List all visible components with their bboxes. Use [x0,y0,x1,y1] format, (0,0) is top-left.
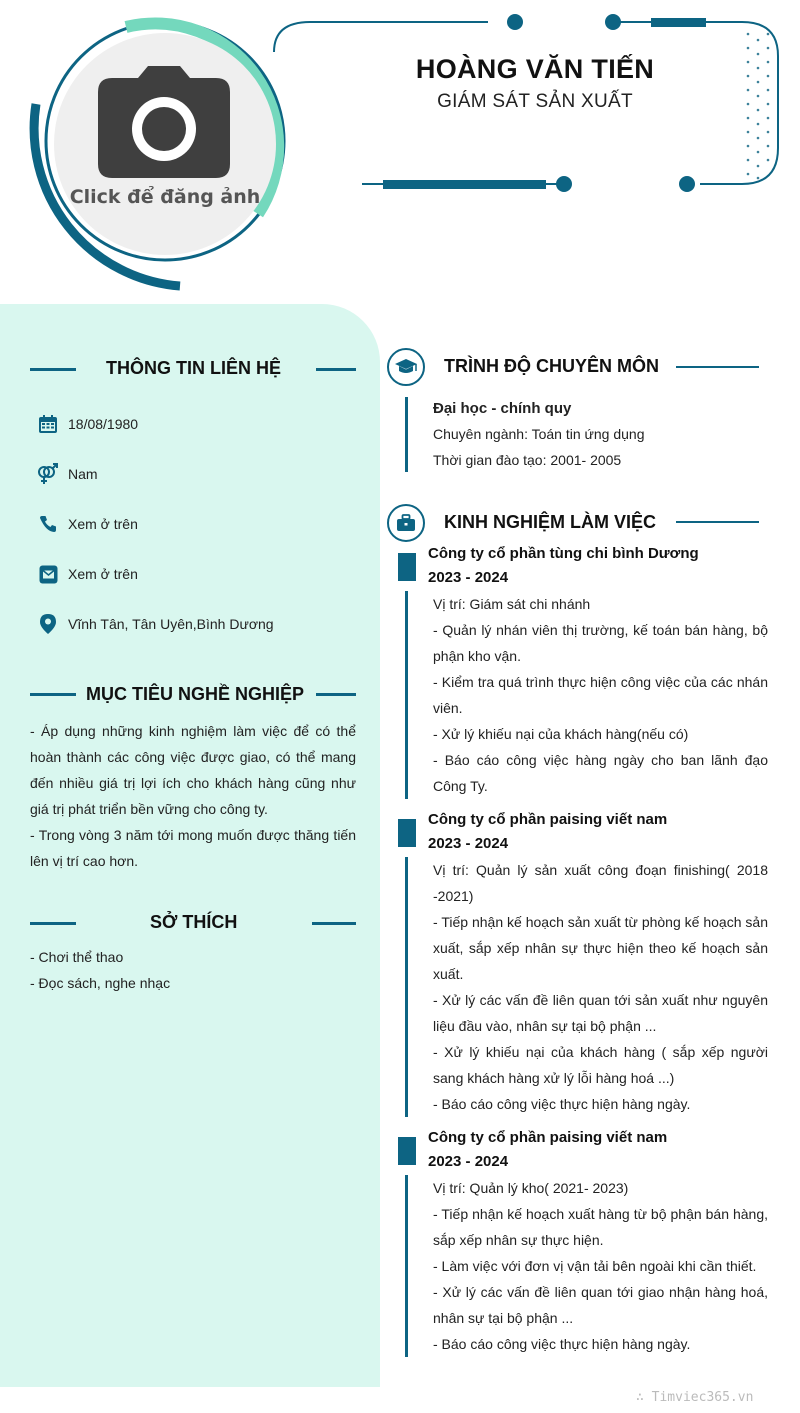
gender-value: Nam [68,466,98,482]
job-line: - Xử lý khiếu nại của khách hàng ( sắp xếp người sang khách hàng xử lý lỗi hàng hoá ...) [433,1044,768,1086]
address-value: Vĩnh Tân, Tân Uyên,Bình Dương [68,616,274,632]
section-rule [30,922,76,925]
email-value: Xem ở trên [68,566,138,582]
email-icon [36,562,60,586]
avatar-upload[interactable] [54,33,276,255]
experience-title: KINH NGHIỆM LÀM VIỆC [444,512,657,532]
objective-line: - Trong vòng 3 năm tới mong muốn được thăng tiến lên vị trí cao hơn. [30,827,356,869]
contact-gender [36,462,98,486]
job-period: 2023 - 2024 [428,835,509,852]
contact-phone [36,512,138,536]
job-line: Vị trí: Quản lý sản xuất công đoạn finishing( 2018 -2021) [433,862,768,904]
job-line: - Xử lý khiếu nại của khách hàng(nếu có) [433,726,689,742]
job-line: - Báo cáo công việc hàng ngày cho ban lãnh đạo Công Ty. [433,752,768,794]
education-period: Thời gian đào tạo: 2001- 2005 [433,452,622,468]
hobby-item: - Chơi thể thao [30,949,124,965]
objective-title: MỤC TIÊU NGHỀ NGHIỆP [86,684,305,704]
contact-title: THÔNG TIN LIÊN HỆ [106,358,281,378]
section-rule [30,368,76,371]
job-title: GIÁM SÁT SẢN XUẤT [437,91,633,112]
calendar-icon [36,412,60,436]
section-rule [676,366,759,368]
section-rule [316,368,356,371]
job-period: 2023 - 2024 [428,1153,509,1170]
phone-icon [36,512,60,536]
education-title: TRÌNH ĐỘ CHUYÊN MÔN [444,356,659,376]
avatar-label: Click để đăng ảnh [69,186,261,208]
job-description [433,857,768,1117]
job-marker [398,553,416,581]
job-timeline-bar [405,591,408,799]
phone-value: Xem ở trên [68,516,138,532]
job-line: - Báo cáo công việc thực hiện hàng ngày. [433,1336,691,1352]
birthday-value: 18/08/1980 [68,416,139,432]
contact-address [36,612,274,636]
job-marker [398,819,416,847]
job-period: 2023 - 2024 [428,569,509,586]
job-timeline-bar [405,857,408,1117]
section-rule [676,521,759,523]
objective-text [30,718,356,874]
watermark: ∴ Timviec365.vn [636,1390,754,1405]
job-line: - Xử lý các vấn đề liên quan tới giao nhận hàng hoá, nhân sự tại bộ phận ... [433,1284,768,1326]
job-timeline-bar [405,1175,408,1357]
objective-line: - Áp dụng những kinh nghiệm làm việc để có thể hoàn thành các công việc được giao, có thể mang đến nhiều giá trị lợi ích cho khách hàng cũng như giá trị phát triển bền vững cho công ty. [30,723,356,817]
education-major: Chuyên ngành: Toán tin ứng dụng [433,426,645,442]
job-line: - Tiếp nhận kế hoạch xuất hàng từ bộ phận bán hàng, sắp xếp nhân sự thực hiện. [433,1206,768,1248]
section-rule [312,922,356,925]
job-line: - Xử lý các vấn đề liên quan tới sản xuất như nguyên liệu đầu vào, nhân sự tại bộ phận ... [433,992,768,1034]
education-badge [387,348,425,386]
section-rule [316,693,356,696]
experience-badge [387,504,425,542]
location-pin-icon [36,612,60,636]
job-company: Công ty cổ phần tùng chi bình Dương [428,545,699,562]
education-timeline-bar [405,397,408,472]
gender-icon [36,462,60,486]
job-line: - Tiếp nhận kế hoạch sản xuất từ phòng kế hoạch sản xuất, sắp xếp nhân sự thực hiện theo kế hoạch sản xuất. [433,914,768,982]
job-line: - Báo cáo công việc thực hiện hàng ngày. [433,1096,691,1112]
contact-email [36,562,138,586]
job-description [433,591,768,799]
job-line: Vị trí: Quản lý kho( 2021- 2023) [433,1180,629,1196]
candidate-name: HOÀNG VĂN TIẾN [415,54,655,84]
camera-icon [98,66,230,178]
graduation-cap-icon [394,357,418,377]
briefcase-icon [396,514,416,532]
job-line: - Kiểm tra quá trình thực hiện công việc của các nhán viên. [433,674,768,716]
education-degree: Đại học - chính quy [433,400,572,417]
job-line: - Quản lý nhán viên thị trường, kế toán bán hàng, bộ phận kho vận. [433,622,768,664]
hobby-item: - Đọc sách, nghe nhạc [30,975,171,991]
job-line: - Làm việc với đơn vị vận tải bên ngoài khi cần thiết. [433,1258,757,1274]
hobbies-title: SỞ THÍCH [150,912,238,932]
hobbies-list [30,944,356,996]
job-company: Công ty cổ phần paising viết nam [428,1129,668,1146]
job-line: Vị trí: Giám sát chi nhánh [433,596,591,612]
job-company: Công ty cổ phần paising viết nam [428,811,668,828]
contact-birthday [36,412,138,436]
job-description [433,1175,768,1357]
section-rule [30,693,76,696]
job-marker [398,1137,416,1165]
